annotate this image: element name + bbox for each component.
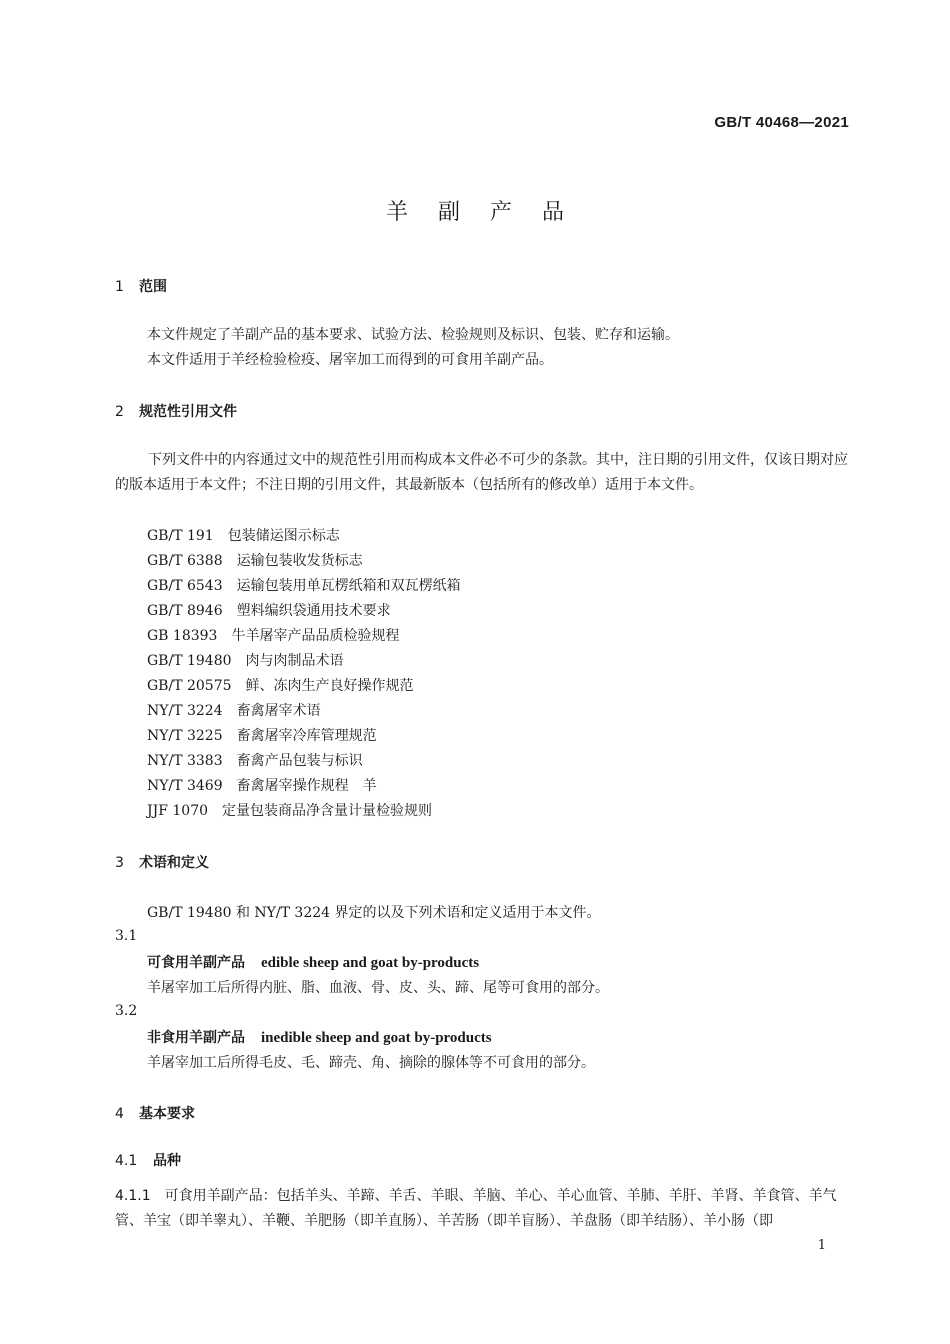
- reference-title: 塑料编织袋通用技术要求: [236, 603, 391, 619]
- reference-item: [147, 699, 461, 724]
- standard-code: GB/T 40468—2021: [714, 114, 849, 131]
- section-title: 范围: [139, 279, 167, 295]
- reference-code: GB 18393: [147, 628, 218, 644]
- term-english: inedible sheep and goat by-products: [261, 1030, 492, 1046]
- term-number: 3.1: [115, 928, 138, 944]
- reference-item: [147, 524, 461, 549]
- reference-item: [147, 549, 461, 574]
- normative-intro: 下列文件中的内容通过文中的规范性引用而构成本文件必不可少的条款。其中，注日期的引用文件，仅该日期对应的版本适用于本文件；不注日期的引用文件，其最新版本（包括所有的修改单）适用于本文件。: [115, 452, 848, 493]
- section-4-heading: [115, 1103, 195, 1123]
- reference-item: [147, 624, 461, 649]
- reference-title: 包装储运图示标志: [227, 528, 340, 544]
- subsection-4-1-heading: [115, 1150, 181, 1170]
- reference-title: 畜禽屠宰术语: [236, 703, 321, 719]
- reference-title: 牛羊屠宰产品品质检验规程: [231, 628, 400, 644]
- reference-title: 运输包装收发货标志: [236, 553, 363, 569]
- reference-item: [147, 649, 461, 674]
- section-number: 4: [115, 1106, 124, 1122]
- section-3-heading: [115, 852, 209, 872]
- section-number: 3: [115, 855, 124, 871]
- reference-code: GB/T 191: [147, 528, 214, 544]
- term-entry: [147, 952, 479, 972]
- reference-item: [147, 799, 461, 824]
- scope-paragraph-2: 本文件适用于羊经检验检疫、屠宰加工而得到的可食用羊副产品。: [147, 352, 553, 368]
- reference-code: NY/T 3225: [147, 728, 223, 744]
- reference-code: GB/T 19480: [147, 653, 232, 669]
- term-english: edible sheep and goat by-products: [261, 955, 480, 971]
- reference-title: 畜禽屠宰操作规程 羊: [236, 778, 377, 794]
- reference-code: JJF 1070: [147, 803, 209, 819]
- clause-4-1-1: [115, 1184, 853, 1234]
- section-number: 2: [115, 404, 124, 420]
- terms-intro: GB/T 19480 和 NY/T 3224 界定的以及下列术语和定义适用于本文件。: [147, 905, 601, 921]
- reference-item: [147, 749, 461, 774]
- reference-title: 肉与肉制品术语: [245, 653, 344, 669]
- term-definition: 羊屠宰加工后所得毛皮、毛、蹄壳、角、摘除的腺体等不可食用的部分。: [147, 1055, 595, 1071]
- section-title: 基本要求: [139, 1106, 195, 1122]
- page-number: 1: [817, 1238, 826, 1253]
- section-title: 术语和定义: [139, 855, 209, 871]
- section-1-heading: [115, 276, 167, 296]
- clause-text: 可食用羊副产品：包括羊头、羊蹄、羊舌、羊眼、羊脑、羊心、羊心血管、羊肺、羊肝、羊肾、羊食管、羊气管、羊宝（即羊睾丸）、羊鞭、羊肥肠（即羊直肠）、羊苦肠（即羊盲肠）、羊盘肠（即羊结肠）、羊小肠（即: [115, 1188, 837, 1229]
- reference-code: NY/T 3383: [147, 753, 223, 769]
- reference-item: [147, 724, 461, 749]
- reference-item: [147, 674, 461, 699]
- subsection-title: 品种: [153, 1153, 181, 1169]
- reference-list: [147, 524, 461, 824]
- document-title: 羊副产品: [385, 200, 594, 225]
- reference-code: GB/T 20575: [147, 678, 232, 694]
- reference-title: 运输包装用单瓦楞纸箱和双瓦楞纸箱: [236, 578, 461, 594]
- reference-title: 定量包装商品净含量计量检验规则: [222, 803, 433, 819]
- term-entry: [147, 1027, 492, 1047]
- section-title: 规范性引用文件: [139, 404, 237, 420]
- reference-code: NY/T 3224: [147, 703, 223, 719]
- term-number: 3.2: [115, 1003, 138, 1019]
- term-chinese: 非食用羊副产品: [147, 1030, 245, 1046]
- reference-code: NY/T 3469: [147, 778, 223, 794]
- reference-code: GB/T 6388: [147, 553, 223, 569]
- reference-code: GB/T 8946: [147, 603, 223, 619]
- term-definition: 羊屠宰加工后所得内脏、脂、血液、骨、皮、头、蹄、尾等可食用的部分。: [147, 980, 609, 996]
- reference-title: 畜禽屠宰冷库管理规范: [236, 728, 377, 744]
- section-2-heading: [115, 401, 237, 421]
- clause-number: 4.1.1: [115, 1188, 151, 1204]
- reference-item: [147, 774, 461, 799]
- section-number: 1: [115, 279, 124, 295]
- scope-paragraph-1: 本文件规定了羊副产品的基本要求、试验方法、检验规则及标识、包装、贮存和运输。: [147, 327, 679, 343]
- subsection-number: 4.1: [115, 1153, 138, 1169]
- reference-code: GB/T 6543: [147, 578, 223, 594]
- reference-title: 畜禽产品包装与标识: [236, 753, 363, 769]
- reference-item: [147, 574, 461, 599]
- term-chinese: 可食用羊副产品: [147, 955, 245, 971]
- reference-item: [147, 599, 461, 624]
- reference-title: 鲜、冻肉生产良好操作规范: [245, 678, 414, 694]
